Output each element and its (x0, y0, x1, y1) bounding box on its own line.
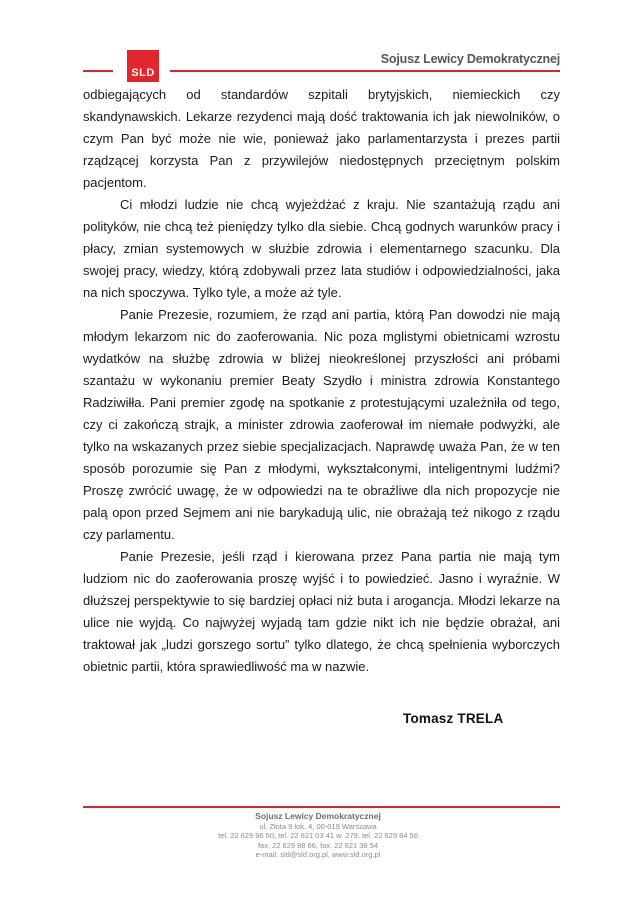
paragraph-1: odbiegających od standardów szpitali brytyjskich, niemieckich czy skandynawskich. Lekarze rezydenci mają dość traktowania ich jak niewolników, o czym Pan być może nie wie, ponieważ jako parlamentarzysta i prezes partii rządzącej korzysta Pan z przywilejów niedostępnych przeciętnym polskim pacjentom. (83, 87, 560, 190)
footer (0, 811, 636, 859)
header-left-dash (83, 70, 113, 72)
footer-email-web: e-mail: sld@sld.org.pl, www.sld.org.pl (255, 849, 381, 859)
signature-name: Tomasz TRELA (403, 711, 504, 726)
header-rule (170, 70, 560, 72)
paragraph-2: Ci młodzi ludzie nie chcą wyjeżdżać z kraju. Nie szantażują rządu ani polityków, nie chcą też pieniędzy tylko dla siebie. Chcą godnych warunków pracy i płacy, zmian systemowych w służbie zdrowia i elementarnego szacunku. Dla swojej pracy, wiedzy, którą zdobywali przez lata studiów i odpowiedzialności, jaka na nich spoczywa. Tylko tyle, a może aż tyle. (83, 197, 560, 300)
paragraph-3: Panie Prezesie, rozumiem, że rząd ani partia, którą Pan dowodzi nie mają młodym lekarzom nic do zaoferowania. Nic poza mglistymi obietnicami wzrostu wydatków na służbę zdrowia w bliżej nieokreślonej przyszłości ani próbami szantażu w wykonaniu premier Beaty Szydło i ministra zdrowia Konstantego Radziwiłła. Pani premier zgodę na spotkanie z protestującymi uzależniła od tego, czy ci zakończą strajk, a minister zdrowia zaoferował im niemałe podwyżki, ale tylko na wskazanych przez siebie specjalizacjach. Naprawdę uważa Pan, że w ten sposób porozumie się Pan z młodymi, wykształconymi, inteligentnymi ludźmi? Proszę zwrócić uwagę, że w odpowiedzi na te obraźliwe dla nich propozycje nie palą opon przed Sejmem ani nie barykadują ulic, nie obrażają też nikogo z rządu czy parlamentu. (83, 307, 560, 542)
sld-logo-text: SLD (131, 67, 155, 79)
paragraph-4: Panie Prezesie, jeśli rząd i kierowana przez Pana partia nie mają tym ludziom nic do zaoferowania proszę wyjść i to powiedzieć. Jasno i wyraźnie. W dłuższej perspektywie to się bardziej opłaci niż buta i arogancja. Młodzi lekarze na ulice nie wyjdą. Co najwyżej wyjadą tam gdzie nikt ich nie będzie obrażał, ani traktował jak „ludzi gorszego sortu” tylko dlatego, że chcą spełnienia wyborczych obietnic partii, która sprawiedliwość ma w nazwie. (83, 549, 560, 674)
letter-body (83, 84, 560, 678)
footer-address: ul. Złota 9 lok. 4, 00-019 Warszawa (259, 822, 377, 831)
footer-org-name: Sojusz Lewicy Demokratycznej (255, 811, 381, 821)
footer-faxes: fax. 22 629 88 66, fax. 22 621 38 54 (257, 840, 379, 850)
header-org-name: Sojusz Lewicy Demokratycznej (380, 52, 560, 66)
sld-logo (127, 50, 159, 82)
footer-rule (83, 806, 560, 808)
footer-phones: tel. 22 629 96 50, tel. 22 621 03 41 w. 279, tel. 22 629 84 56 (218, 831, 418, 841)
